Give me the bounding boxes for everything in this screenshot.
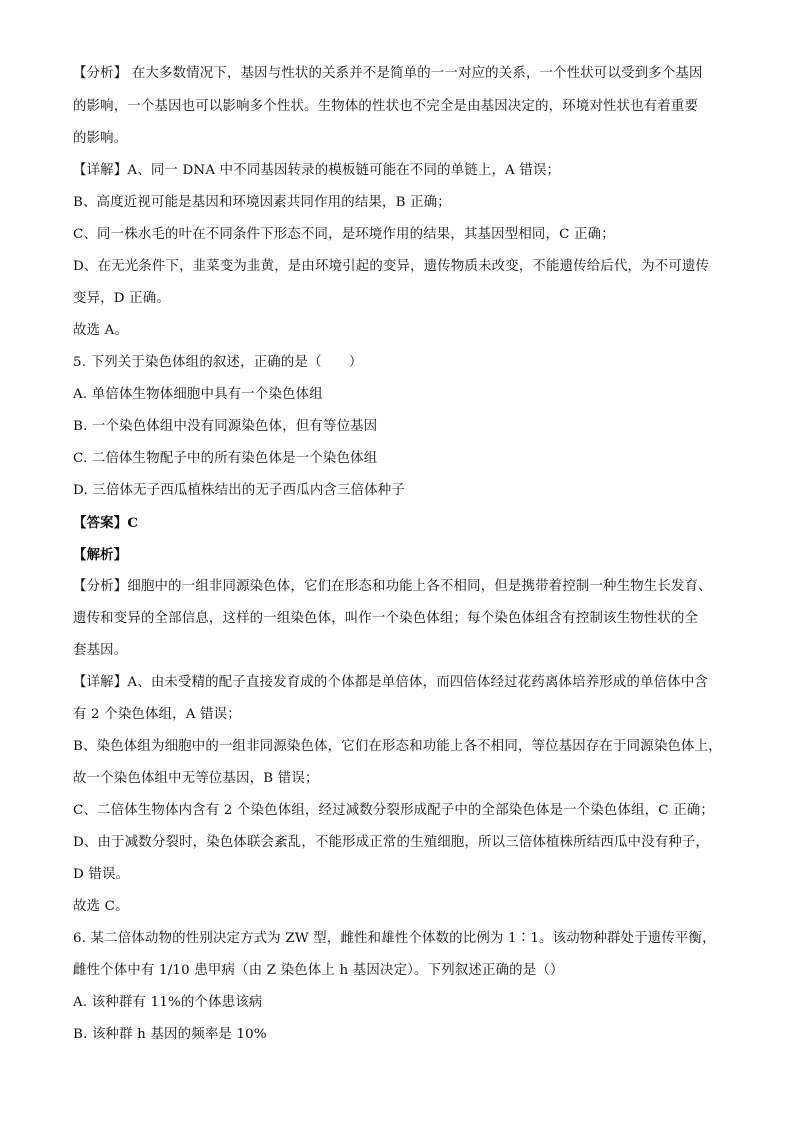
- question-6-option-b: B. 该种群 h 基因的频率是 10%: [73, 1027, 267, 1042]
- analysis-line-2: 的影响，一个基因也可以影响多个性状。生物体的性状也不完全是由基因决定的，环境对性状也有着重要: [73, 99, 699, 114]
- question-5-option-b: B. 一个染色体组中没有同源染色体，但有等位基因: [73, 419, 378, 434]
- question-6-option-a: A. 该种群有 11%的个体患该病: [73, 995, 263, 1010]
- question-6-stem-1: 6. 某二倍体动物的性别决定方式为 ZW 型，雌性和雄性个体数的比例为 1∶1。该动物种群处于遗传平衡，: [73, 931, 716, 946]
- analysis-line-1: 【分析】 在大多数情况下，基因与性状的关系并不是简单的一一对应的关系，一个性状可以受到多个基因: [73, 66, 703, 81]
- q5-detail-line-c: C、二倍体生物体内含有 2 个染色体组，经过减数分裂形成配子中的全部染色体是一个染色体组，C 正确；: [73, 803, 714, 818]
- explanation-label: 【解析】: [73, 547, 128, 563]
- detail-line-c: C、同一株水毛的叶在不同条件下形态不同，是环境作用的结果，其基因型相同，C 正确；: [73, 227, 615, 242]
- choice-summary-5: 故选 C。: [73, 899, 129, 914]
- detail-line-d: D、在无光条件下，韭菜变为韭黄，是由环境引起的变异，遗传物质未改变，不能遗传给后代，为不可遗传: [73, 259, 710, 274]
- q5-detail-line-d2: D 错误。: [73, 867, 130, 882]
- question-5-option-a: A. 单倍体生物体细胞中具有一个染色体组: [73, 387, 323, 402]
- question-5-stem: 5. 下列关于染色体组的叙述，正确的是（ ）: [73, 355, 363, 370]
- q5-analysis-line-1: 【分析】细胞中的一组非同源染色体，它们在形态和功能上各不相同，但是携带着控制一种生物生长发育、: [73, 579, 712, 594]
- choice-summary-4: 故选 A。: [73, 323, 129, 338]
- q5-analysis-line-2: 遗传和变异的全部信息，这样的一组染色体，叫作一个染色体组；每个染色体组含有控制该生物性状的全: [73, 611, 699, 626]
- q5-detail-line-a1: 【详解】A、由未受精的配子直接发育成的个体都是单倍体，而四倍体经过花药离体培养形成的单倍体中含: [73, 675, 709, 690]
- q5-detail-line-d1: D、由于减数分裂时，染色体联会紊乱，不能形成正常的生殖细胞，所以三倍体植株所结西瓜中没有种子，: [73, 835, 710, 850]
- q5-detail-line-b1: B、染色体组为细胞中的一组非同源染色体，它们在形态和功能上各不相同，等位基因存在于同源染色体上，: [73, 739, 722, 754]
- detail-line-b: B、高度近视可能是基因和环境因素共同作用的结果，B 正确；: [73, 195, 451, 210]
- detail-line-d-cont: 变异，D 正确。: [73, 291, 170, 306]
- question-6-stem-2: 雌性个体中有 1/10 患甲病（由 Z 染色体上 h 基因决定）。下列叙述正确的是（）: [73, 963, 564, 978]
- q5-detail-line-a2: 有 2 个染色体组，A 错误；: [73, 707, 241, 722]
- question-5-option-c: C. 二倍体生物配子中的所有染色体是一个染色体组: [73, 451, 378, 466]
- detail-line-a: 【详解】A、同一 DNA 中不同基因转录的模板链可能在不同的单链上，A 错误；: [73, 163, 561, 178]
- analysis-line-3: 的影响。: [73, 131, 128, 146]
- q5-detail-line-b2: 故一个染色体组中无等位基因，B 错误；: [73, 771, 319, 786]
- q5-analysis-line-3: 套基因。: [73, 643, 128, 658]
- question-5-option-d: D. 三倍体无子西瓜植株结出的无子西瓜内含三倍体种子: [73, 483, 405, 498]
- answer-label: 【答案】C: [73, 515, 139, 531]
